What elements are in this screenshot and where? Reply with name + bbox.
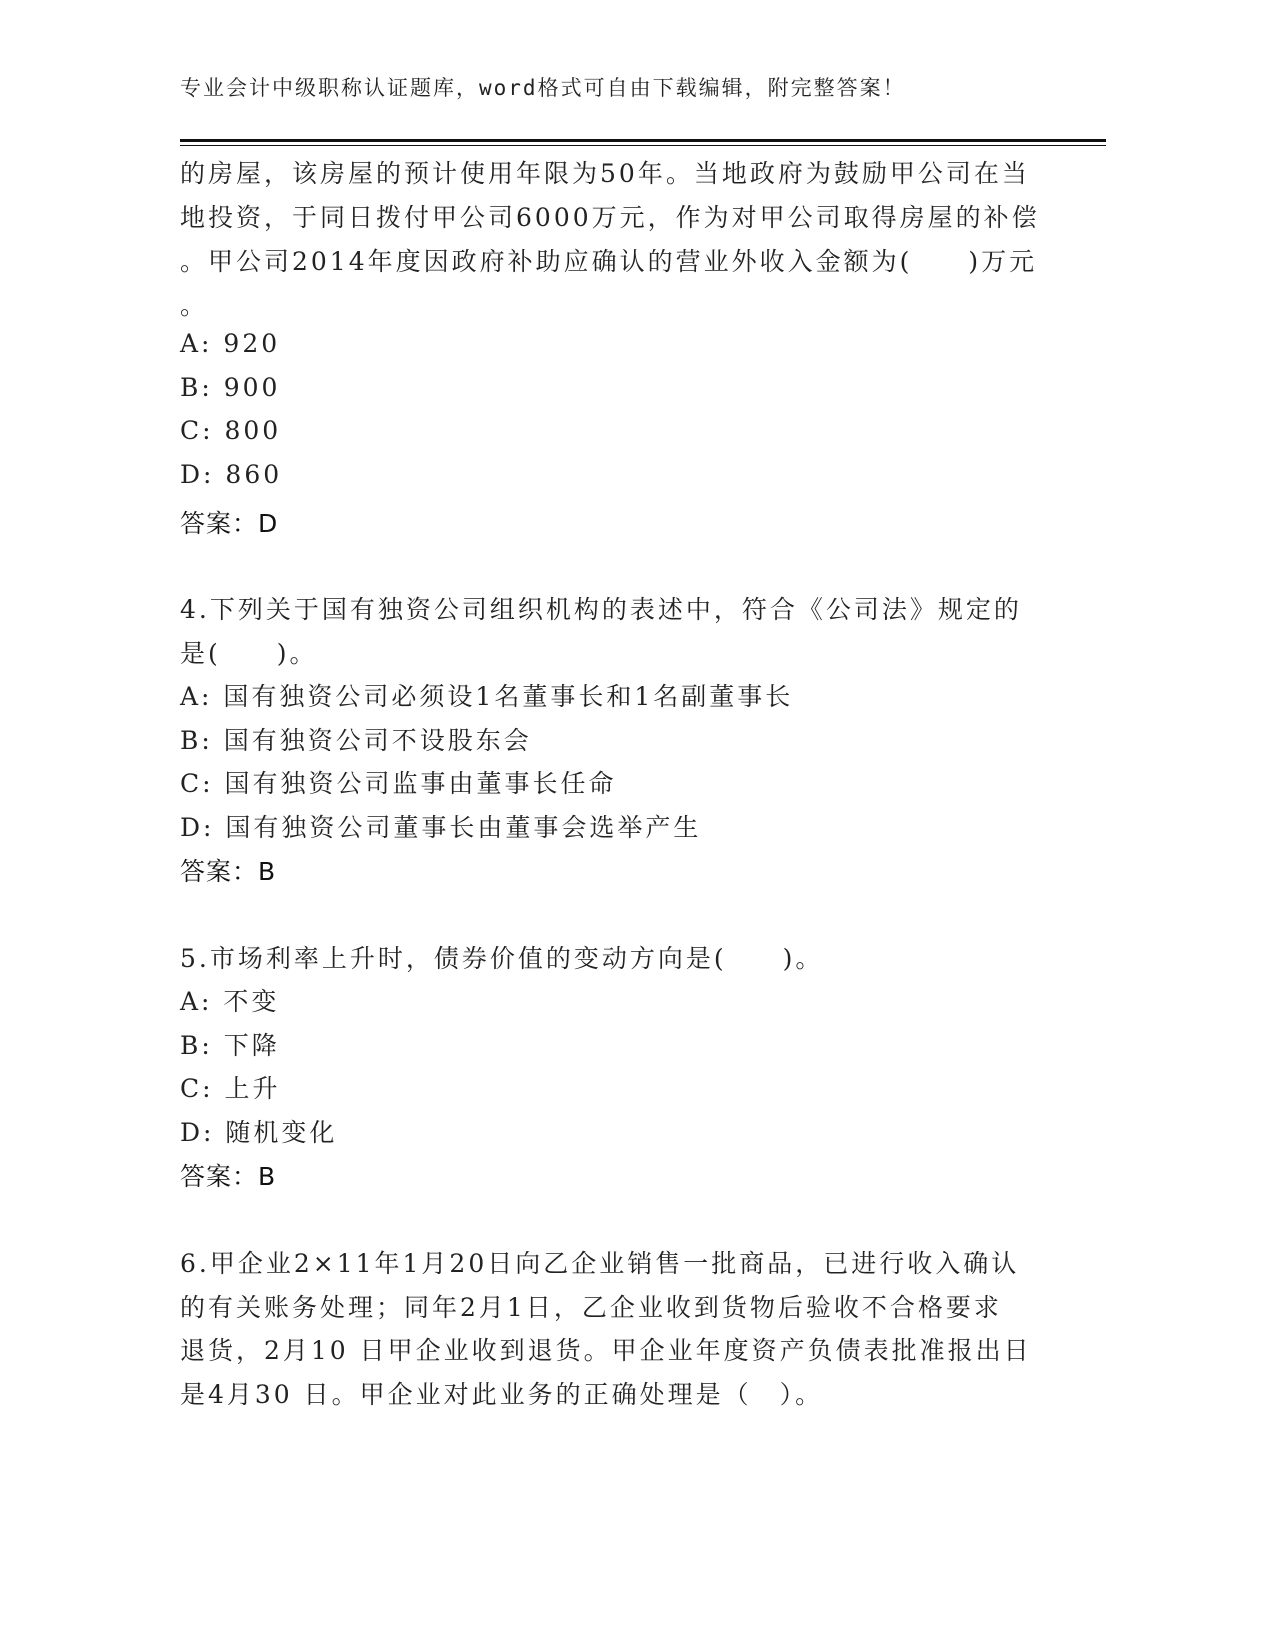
question-stem-line: 是4月30 日。甲企业对此业务的正确处理是（ ）。 (180, 1380, 824, 1409)
question-stem-line: 。甲公司2014年度因政府补助应确认的营业外收入金额为( )万元 (180, 247, 1038, 276)
question-stem-line: 地投资，于同日拨付甲公司6000万元，作为对甲公司取得房屋的补偿 (180, 203, 1040, 232)
question-stem-line: 6.甲企业2×11年1月20日向乙企业销售一批商品，已进行收入确认 (180, 1249, 1020, 1278)
option-b: B: 下降 (180, 1031, 280, 1060)
option-a: A: 920 (180, 329, 281, 358)
answer: 答案：B (180, 1162, 277, 1191)
option-c: C: 上升 (180, 1074, 281, 1103)
option-b: B: 国有独资公司不设股东会 (180, 726, 532, 755)
question-stem-line: 5.市场利率上升时，债券价值的变动方向是( )。 (180, 944, 824, 973)
option-a: A: 国有独资公司必须设1名董事长和1名副董事长 (180, 682, 794, 711)
question-stem-line: 4.下列关于国有独资公司组织机构的表述中，符合《公司法》规定的 (180, 595, 1022, 624)
option-d: D: 随机变化 (180, 1118, 338, 1147)
option-a: A: 不变 (180, 987, 280, 1016)
header-rule-thin (180, 145, 1106, 146)
question-stem-line: 的房屋，该房屋的预计使用年限为50年。当地政府为鼓励甲公司在当 (180, 159, 1030, 188)
question-stem-line: 是( )。 (180, 639, 318, 668)
question-stem-line: 。 (180, 291, 209, 320)
option-b: B: 900 (180, 373, 281, 402)
header-rule-thick (180, 139, 1106, 142)
answer: 答案：B (180, 857, 277, 886)
option-d: D: 国有独资公司董事长由董事会选举产生 (180, 813, 702, 842)
question-stem-line: 的有关账务处理；同年2月1日，乙企业收到货物后验收不合格要求 (180, 1293, 1002, 1322)
option-d: D: 860 (180, 460, 283, 489)
answer: 答案：D (180, 509, 279, 538)
page-header: 专业会计中级职称认证题库，word格式可自由下载编辑，附完整答案！ (180, 76, 906, 100)
option-c: C: 800 (180, 416, 282, 445)
question-stem-line: 退货，2月10 日甲企业收到退货。甲企业年度资产负债表批准报出日 (180, 1336, 1032, 1365)
option-c: C: 国有独资公司监事由董事长任命 (180, 769, 617, 798)
